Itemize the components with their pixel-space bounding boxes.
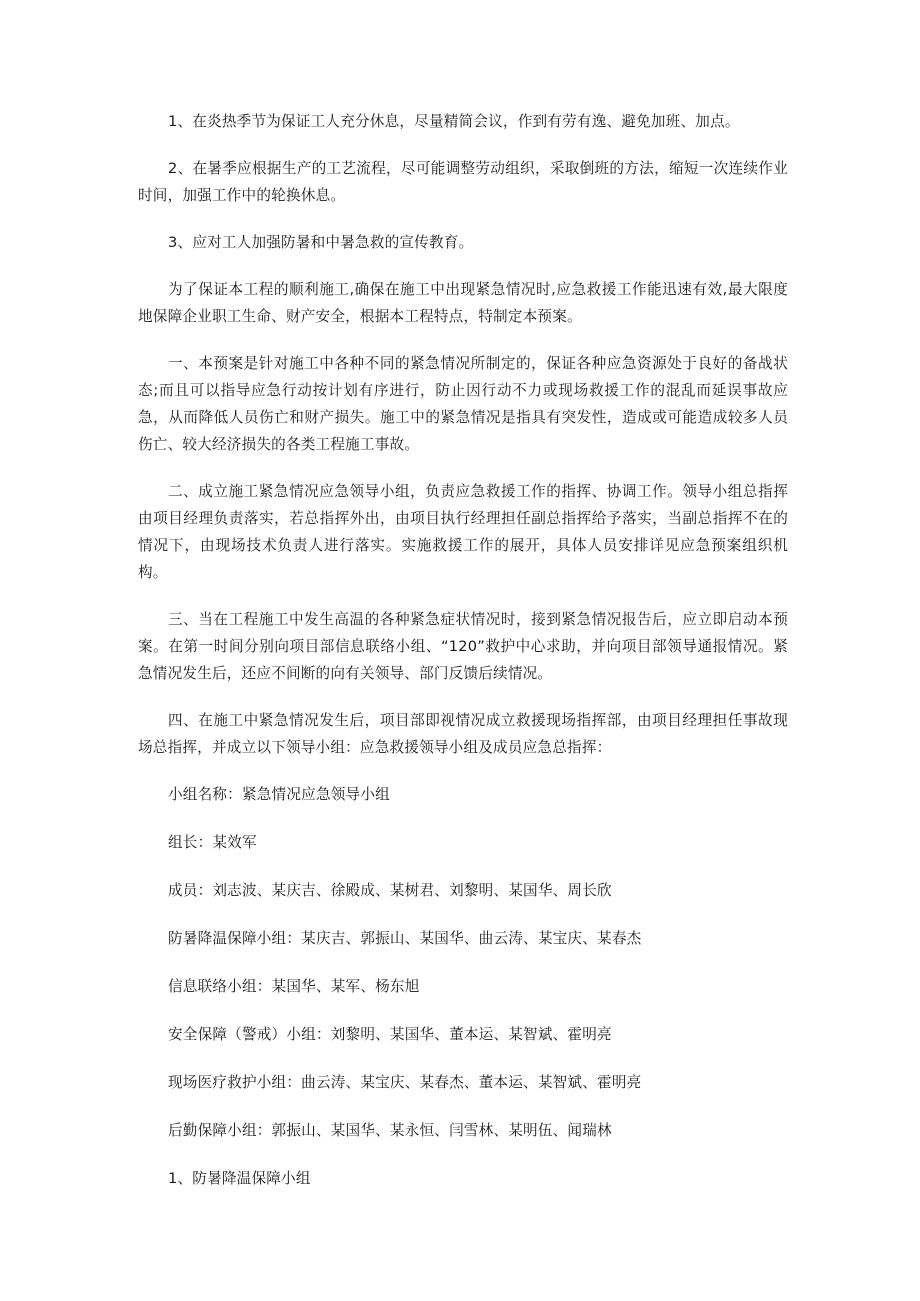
- paragraph-6: 二、成立施工紧急情况应急领导小组，负责应急救援工作的指挥、协调工作。领导小组总指挥由项目经理负责落实，若总指挥外出，由项目执行经理担任副总指挥给予落实，当副总指挥不在的情况下，由现场技术负责人进行落实。实施救援工作的展开，具体人员安排详见应急预案组织机构。: [138, 483, 788, 581]
- section-heading-cooling: 1、防暑降温保障小组: [168, 1170, 311, 1187]
- paragraph-3: 3、应对工人加强防暑和中暑急救的宣传教育。: [168, 234, 474, 251]
- paragraph-1: 1、在炎热季节为保证工人充分休息，尽量精简会议，作到有劳有逸、避免加班、加点。: [168, 113, 740, 130]
- cooling-group-line: 防暑降温保障小组：某庆吉、郭振山、某国华、曲云涛、某宝庆、某春杰: [168, 930, 642, 947]
- paragraph-8: 四、在施工中紧急情况发生后，项目部即视情况成立救援现场指挥部，由项目经理担任事故现场总指挥，并成立以下领导小组：应急救援领导小组及成员应急总指挥：: [138, 712, 788, 756]
- group-members-line: 成员：刘志波、某庆吉、徐殿成、某树君、刘黎明、某国华、周长欣: [168, 882, 612, 899]
- paragraph-5: 一、本预案是针对施工中各种不同的紧急情况所制定的，保证各种应急资源处于良好的备战状态;而且可以指导应急行动按计划有序进行，防止因行动不力或现场救援工作的混乱而延误事故应急，从而降低人员伤亡和财产损失。施工中的紧急情况是指具有突发性，造成或可能造成较多人员伤亡、较大经济损失的各类工程施工事故。: [138, 355, 788, 453]
- paragraph-7: 三、当在工程施工中发生高温的各种紧急症状情况时，接到紧急情况报告后，应立即启动本预案。在第一时间分别向项目部信息联络小组、“120”救护中心求助，并向项目部领导通报情况。紧急情况发生后，还应不间断的向有关领导、部门反馈后续情况。: [138, 611, 788, 682]
- liaison-group-line: 信息联络小组：某国华、某军、杨东旭: [168, 978, 420, 995]
- logistics-group-line: 后勤保障小组：郭振山、某国华、某永恒、闫雪林、某明伍、闻瑞林: [168, 1122, 612, 1139]
- medical-group-line: 现场医疗救护小组：曲云涛、某宝庆、某春杰、董本运、某智斌、霍明亮: [168, 1074, 642, 1091]
- paragraph-4: 为了保证本工程的顺利施工,确保在施工中出现紧急情况时,应急救援工作能迅速有效,最大限度地保障企业职工生命、财产安全，根据本工程特点，特制定本预案。: [138, 281, 788, 325]
- paragraph-2: 2、在暑季应根据生产的工艺流程，尽可能调整劳动组织，采取倒班的方法，缩短一次连续作业时间，加强工作中的轮换休息。: [138, 160, 788, 204]
- group-name-line: 小组名称：紧急情况应急领导小组: [168, 786, 390, 803]
- group-leader-line: 组长：某效军: [168, 834, 257, 851]
- document-page: [138, 108, 788, 1213]
- security-group-line: 安全保障（警戒）小组：刘黎明、某国华、董本运、某智斌、霍明亮: [168, 1026, 612, 1043]
